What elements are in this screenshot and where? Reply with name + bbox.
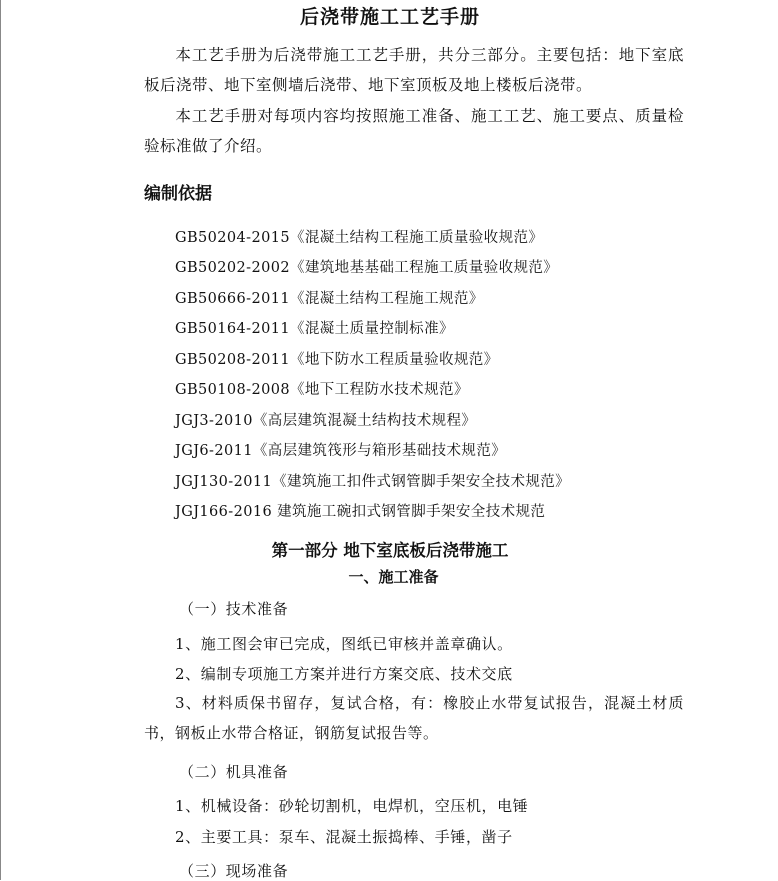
reference-item: GB50666-2011《混凝土结构工程施工规范》 <box>175 291 484 307</box>
tech-item: 2、编制专项施工方案并进行方案交底、技术交底 <box>175 665 513 683</box>
tech-item: 1、施工图会审已完成，图纸已审核并盖章确认。 <box>175 635 513 653</box>
intro-paragraph-2-text: 本工艺手册对每项内容均按照施工准备、施工工艺、施工要点、质量检验标准做了介绍。 <box>144 107 684 155</box>
reference-item: JGJ130-2011《建筑施工扣件式钢管脚手架安全技术规范》 <box>175 474 571 490</box>
reference-item: GB50164-2011《混凝土质量控制标准》 <box>175 321 454 337</box>
subsection-site-prep: （三）现场准备 <box>179 862 289 880</box>
document-title: 后浇带施工工艺手册 <box>299 6 480 28</box>
basis-heading: 编制依据 <box>144 184 212 204</box>
subsection-technical-prep: （一）技术准备 <box>179 600 289 618</box>
reference-item: GB50108-2008《地下工程防水技术规范》 <box>175 382 469 398</box>
reference-item: JGJ3-2010《高层建筑混凝土结构技术规程》 <box>175 413 477 429</box>
part-heading: 第一部分 地下室底板后浇带施工 <box>271 541 509 560</box>
reference-item: JGJ166-2016 建筑施工碗扣式钢管脚手架安全技术规范 <box>175 504 546 520</box>
subsection-equipment-prep: （二）机具准备 <box>179 763 289 781</box>
reference-item: JGJ6-2011《高层建筑筏形与箱形基础技术规范》 <box>175 443 507 459</box>
reference-item: GB50204-2015《混凝土结构工程施工质量验收规范》 <box>175 230 544 246</box>
reference-item: GB50208-2011《地下防水工程质量验收规范》 <box>175 352 499 368</box>
equipment-item: 2、主要工具：泵车、混凝土振捣棒、手锤，凿子 <box>175 828 513 846</box>
intro-paragraph-1 <box>144 40 684 100</box>
equipment-item: 1、机械设备：砂轮切割机，电焊机，空压机，电锤 <box>175 797 529 815</box>
reference-item: GB50202-2002《建筑地基基础工程施工质量验收规范》 <box>175 260 559 276</box>
tech-item-3-text: 3、材料质保书留存，复试合格，有：橡胶止水带复试报告，混凝土材质书，钢板止水带合格证，钢筋复试报告等。 <box>144 694 684 742</box>
intro-paragraph-1-text: 本工艺手册为后浇带施工工艺手册，共分三部分。主要包括：地下室底板后浇带、地下室侧墙后浇带、地下室顶板及地上楼板后浇带。 <box>144 46 684 94</box>
section-heading: 一、施工准备 <box>348 568 439 586</box>
tech-item-multiline <box>144 688 684 748</box>
intro-paragraph-2 <box>144 101 684 161</box>
